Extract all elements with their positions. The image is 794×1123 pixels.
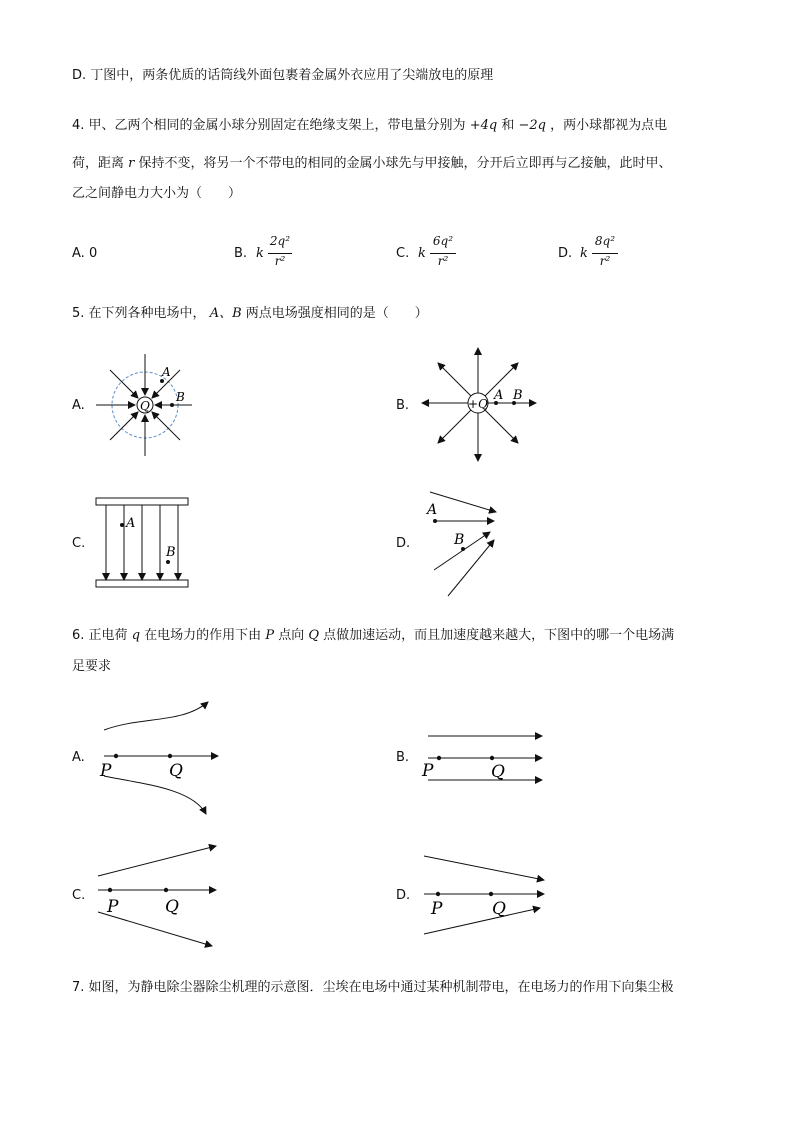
option-label: A. bbox=[72, 246, 85, 261]
q6-option-a-label[interactable]: A. bbox=[72, 750, 85, 765]
q6-option-b-label[interactable]: B. bbox=[396, 750, 410, 765]
q6-charge: q bbox=[131, 628, 141, 643]
option-label: D. bbox=[558, 246, 573, 261]
point-a-label: A bbox=[494, 388, 504, 403]
point-p-label: P bbox=[107, 897, 119, 917]
q6-text: 在电场力的作用下由 bbox=[144, 628, 262, 643]
q4-stem-line3: 乙之间静电力大小为（ ） bbox=[72, 186, 242, 201]
point-a-label: A bbox=[126, 516, 136, 531]
q4-option-b[interactable] bbox=[234, 246, 247, 262]
coefficient-k: k bbox=[580, 246, 588, 261]
q6-option-c-label[interactable]: C. bbox=[72, 888, 86, 903]
point-a-label: A bbox=[427, 502, 438, 518]
point-b bbox=[170, 403, 174, 407]
point-p bbox=[436, 892, 440, 896]
q5-text: 两点电场强度相同的是（ ） bbox=[245, 306, 428, 321]
q3-option-d: D. 丁图中，两条优质的话筒线外面包裹着金属外衣应用了尖端放电的原理 bbox=[72, 68, 494, 83]
q4-option-c[interactable] bbox=[396, 246, 409, 262]
q4-text: 荷，距离 bbox=[72, 156, 125, 171]
q5-points: A、B bbox=[209, 306, 242, 321]
point-a bbox=[120, 523, 124, 527]
fraction-numerator: 2q² bbox=[269, 234, 291, 248]
point-q bbox=[489, 892, 493, 896]
point-p-label: P bbox=[431, 899, 443, 919]
point-a-label: A bbox=[162, 365, 171, 379]
point-b-label: B bbox=[166, 545, 176, 560]
point-b bbox=[166, 560, 170, 564]
point-q bbox=[168, 754, 172, 758]
q4-option-d[interactable] bbox=[558, 246, 572, 262]
fraction-numerator: 6q² bbox=[432, 234, 454, 248]
q4-charge2: −2q bbox=[518, 118, 546, 133]
bottom-plate bbox=[96, 580, 188, 587]
fraction-numerator: 8q² bbox=[594, 234, 616, 248]
q5-figure-d bbox=[418, 486, 502, 600]
point-q-label: Q bbox=[491, 762, 505, 782]
point-q-label: Q bbox=[165, 897, 179, 917]
field-line bbox=[104, 702, 208, 730]
q6-figure-a bbox=[92, 696, 226, 818]
fraction-denominator: r² bbox=[437, 254, 449, 268]
point-q-label: Q bbox=[169, 761, 183, 781]
q6-option-d-label[interactable]: D. bbox=[396, 888, 411, 903]
point-q bbox=[490, 756, 494, 760]
q4-text: ，两小球都视为点电 bbox=[550, 118, 668, 133]
q5-figure-a bbox=[90, 350, 200, 460]
q4-charge1: +4q bbox=[469, 118, 498, 133]
q6-figure-b bbox=[420, 724, 550, 788]
charge-label: +Q bbox=[468, 397, 488, 411]
q5-text: 5. 在下列各种电场中， bbox=[72, 306, 206, 321]
field-line bbox=[438, 363, 471, 396]
point-b-label: B bbox=[176, 390, 185, 404]
fraction-denominator: r² bbox=[274, 254, 286, 268]
q5-figure-b bbox=[420, 345, 540, 465]
q4-distance: r bbox=[128, 156, 135, 171]
point-p bbox=[437, 756, 441, 760]
charge-label: Q bbox=[140, 399, 150, 413]
field-line bbox=[485, 410, 518, 443]
option-label: C. bbox=[396, 246, 410, 261]
q5-option-b-label[interactable]: B. bbox=[396, 398, 410, 413]
point-p bbox=[108, 888, 112, 892]
field-line bbox=[430, 492, 496, 512]
q6-stem-line2: 足要求 bbox=[72, 659, 112, 674]
field-line bbox=[424, 856, 544, 880]
q6-figure-c bbox=[90, 838, 224, 952]
q6-figure-d bbox=[418, 848, 552, 942]
point-p bbox=[114, 754, 118, 758]
fraction-denominator: r² bbox=[599, 254, 611, 268]
point-q bbox=[164, 888, 168, 892]
point-b-label: B bbox=[513, 388, 523, 403]
q5-figure-c bbox=[92, 494, 192, 592]
field-line bbox=[104, 776, 206, 814]
q5-option-d-label[interactable]: D. bbox=[396, 536, 411, 551]
point-b-label: B bbox=[454, 532, 465, 548]
point-q-label: Q bbox=[492, 899, 506, 919]
q6-text: 点向 bbox=[278, 628, 305, 643]
q4-text: 保持不变，将另一个不带电的相同的金属小球先与甲接触，分开后立即再与乙接触，此时甲、 bbox=[138, 156, 672, 171]
point-a bbox=[160, 379, 164, 383]
q5-option-a-label[interactable]: A. bbox=[72, 398, 85, 413]
point-a bbox=[433, 519, 437, 523]
q6-stem-line1 bbox=[72, 628, 674, 644]
q4-text: 4. 甲、乙两个相同的金属小球分别固定在绝缘支架上，带电量分别为 bbox=[72, 118, 466, 133]
q5-option-c-label[interactable]: C. bbox=[72, 536, 86, 551]
q5-stem bbox=[72, 306, 428, 322]
q4-option-a[interactable] bbox=[72, 246, 97, 262]
coefficient-k: k bbox=[418, 246, 426, 261]
q7-stem: 7. 如图，为静电除尘器除尘机理的示意图．尘埃在电场中通过某种机制带电，在电场力的作用下向集尘极 bbox=[72, 980, 674, 995]
option-label: B. bbox=[234, 246, 248, 261]
field-line bbox=[98, 846, 216, 876]
field-line bbox=[448, 540, 494, 596]
point-p-label: P bbox=[100, 761, 112, 781]
q4-stem-line2 bbox=[72, 156, 672, 172]
q6-text: 点做加速运动，而且加速度越来越大，下图中的哪一个电场满 bbox=[323, 628, 675, 643]
option-value: 0 bbox=[88, 246, 98, 261]
q6-p: P bbox=[265, 628, 275, 643]
q4-stem-line1 bbox=[72, 118, 667, 134]
q4-text: 和 bbox=[501, 118, 515, 133]
q6-text: 6. 正电荷 bbox=[72, 628, 128, 643]
point-p-label: P bbox=[422, 761, 434, 781]
coefficient-k: k bbox=[256, 246, 264, 261]
field-line bbox=[98, 912, 212, 946]
top-plate bbox=[96, 498, 188, 505]
q6-q: Q bbox=[308, 628, 320, 643]
field-line bbox=[438, 410, 471, 443]
